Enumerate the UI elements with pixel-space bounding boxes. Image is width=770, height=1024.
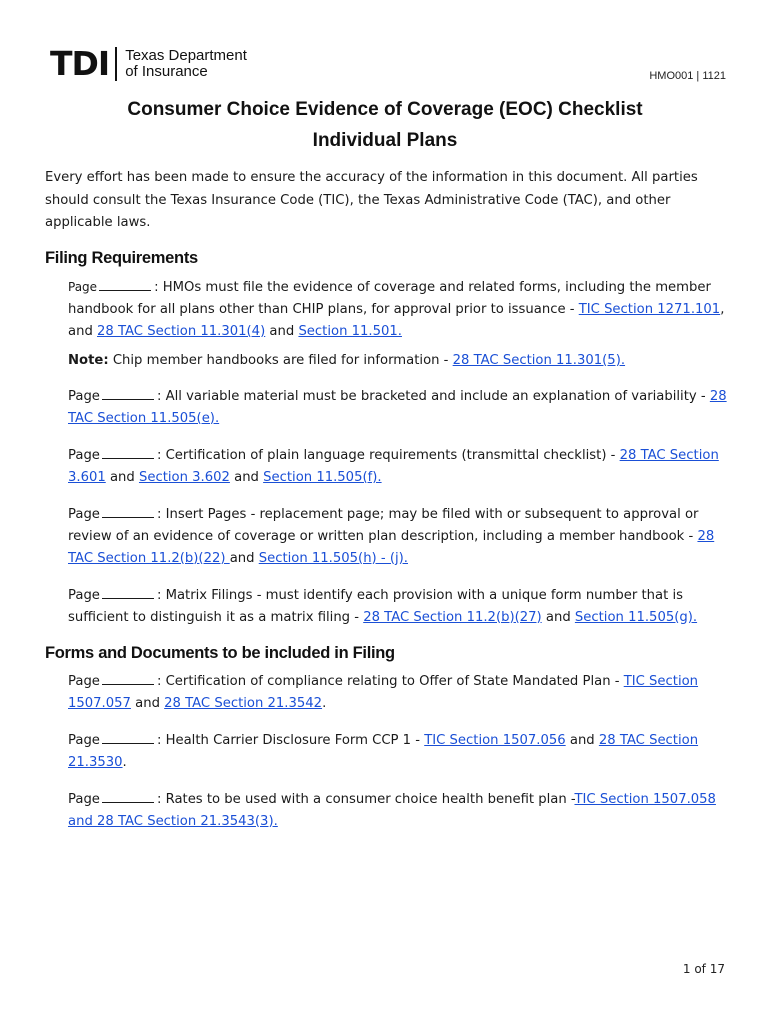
link-tic-1271-101[interactable]: TIC Section 1271.101 [578,301,721,317]
note-paragraph [68,350,730,372]
link-section-11-505-h-j[interactable]: Section 11.505(h) - (j). [258,550,408,566]
page-blank[interactable] [99,278,151,291]
link-section-11-505-f[interactable]: Section 11.505(f). [263,469,382,485]
item-text: : Certification of compliance relating to Offer of State Mandated Plan - [156,673,624,689]
logo-line-2: of Insurance [125,63,208,80]
item-sep: and [565,732,599,748]
logo-mark: TDI [50,44,110,83]
item-end: . [322,695,327,711]
page-blank[interactable] [102,672,154,685]
page-label: Page [68,506,100,522]
link-section-3-602[interactable]: Section 3.602 [138,469,230,485]
checklist-item [68,504,730,570]
item-sep: and [105,469,139,485]
item-end: . [122,754,127,770]
page-blank[interactable] [102,731,154,744]
link-28tac-3-601[interactable]: 28 TAC Section 3.601 [68,447,719,485]
link-28tac-11-301-4[interactable]: 28 TAC Section 11.301(4) [97,323,266,339]
page-label: Page [68,447,100,463]
page-label: Page [68,673,100,689]
checklist-item [68,445,730,489]
page-label: Page [68,587,100,603]
item-sep: , and [68,301,725,339]
logo-text [125,48,247,80]
link-28tac-21-3542[interactable]: 28 TAC Section 21.3542 [164,695,323,711]
checklist-item [68,789,730,833]
checklist-item [68,585,730,629]
page-blank[interactable] [102,586,154,599]
link-section-11-505-g[interactable]: Section 11.505(g). [574,609,698,625]
item-text: : Rates to be used with a consumer choice health benefit plan - [156,791,575,807]
item-sep: and [229,550,259,566]
page-blank[interactable] [102,446,154,459]
document-title [0,94,770,156]
link-section-11-501[interactable]: Section 11.501. [298,323,402,339]
item-text: : Health Carrier Disclosure Form CCP 1 - [156,732,425,748]
page-label: Page [68,732,100,748]
link-28tac-21-3530[interactable]: 28 TAC Section 21.3530 [68,732,699,770]
note-text: Chip member handbooks are filed for information - [108,352,453,368]
link-tic-1507-057[interactable]: TIC Section 1507.057 [68,673,699,711]
section-heading-forms: Forms and Documents to be included in Filing [45,643,395,662]
tdi-logo [50,46,247,82]
item-text: : Matrix Filings - must identify each provision with a unique form number that is sufficient to distinguish it as a matrix filing - [68,587,683,625]
document-header [50,44,730,88]
checklist-item [68,671,730,715]
title-line-2: Individual Plans [312,130,458,151]
title-line-1: Consumer Choice Evidence of Coverage (EOC) Checklist [127,99,643,120]
link-28tac-11-505-e[interactable]: 28 TAC Section 11.505(e). [68,388,727,426]
link-tic-1507-058[interactable]: TIC Section 1507.058 and 28 TAC Section 21.3543(3). [68,791,716,829]
page-number: 1 of 17 [682,962,725,976]
note-label: Note: [68,352,109,368]
logo-line-1: Texas Department [125,47,247,64]
page-label: Page [68,791,100,807]
link-28tac-11-301-5[interactable]: 28 TAC Section 11.301(5). [452,352,626,368]
intro-paragraph: Every effort has been made to ensure the accuracy of the information in this document. All parties should consult the Texas Insurance Code (TIC), the Texas Administrative Code (TAC), and other applicable laws. [45,170,698,230]
page-blank[interactable] [102,790,154,803]
logo-divider [115,47,117,81]
item-text: : Certification of plain language requirements (transmittal checklist) - [156,447,620,463]
item-text: : All variable material must be bracketed and include an explanation of variability - [156,388,710,404]
page-blank[interactable] [102,387,154,400]
page-label: Page [68,388,100,404]
item-text: : Insert Pages - replacement page; may be filed with or subsequent to approval or review of an evidence of coverage or written plan description, including a member handbook - [68,506,699,544]
item-sep: and [229,469,264,485]
link-28tac-11-2-b-27[interactable]: 28 TAC Section 11.2(b)(27) [363,609,542,625]
item-sep: and [541,609,575,625]
document-body [45,167,730,848]
form-id: HMO001 | 1121 [649,70,726,82]
page-label: Page [68,279,98,294]
checklist-item [68,730,730,774]
item-text: : HMOs must file the evidence of coverage and related forms, including the member handbook for all plans other than CHIP plans, for approval prior to issuance - [68,279,711,317]
checklist-item [68,276,730,343]
section-heading-filing: Filing Requirements [45,248,198,267]
item-sep: and [265,323,299,339]
link-28tac-11-2-b-22[interactable]: 28 TAC Section 11.2(b)(22) [68,528,715,566]
link-tic-1507-056[interactable]: TIC Section 1507.056 [424,732,566,748]
page-blank[interactable] [102,505,154,518]
checklist-item [68,386,730,430]
item-sep: and [130,695,165,711]
